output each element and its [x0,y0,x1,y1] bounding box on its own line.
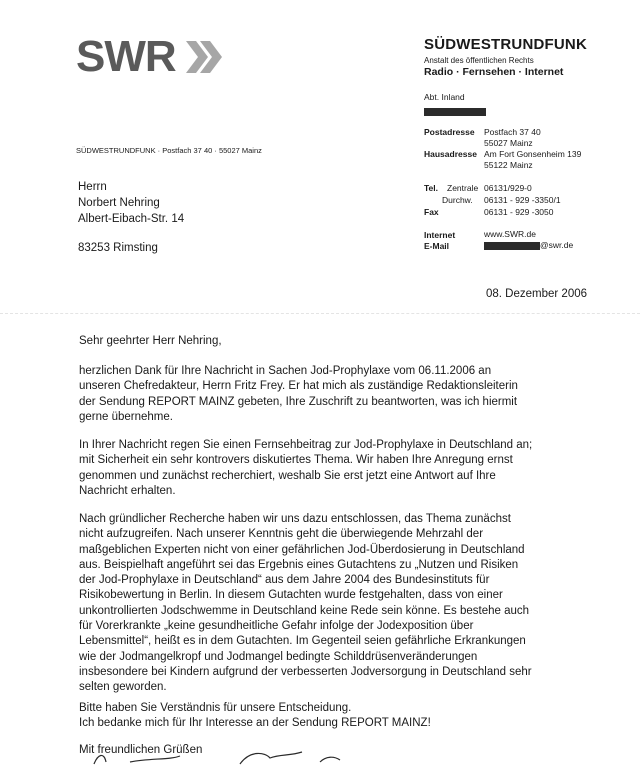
paragraph-1 [79,364,549,425]
text-line: herzlichen Dank für Ihre Nachricht in Sachen Jod-Prophylaxe vom 06.11.2006 an [79,365,492,377]
fax-number: 06131 - 929 -3050 [484,207,554,217]
text-line: insbesondere bei Kindern aufgrund der verbesserten Jodversorgung in Deutschland sehr [79,665,532,678]
hausadresse-line2: 55122 Mainz [484,160,533,170]
text-line: der Sendung REPORT MAINZ gebeten, Ihre Zuschrift zu beantworten, was ich hiermit [79,395,518,408]
recipient-street: Albert-Eibach-Str. 14 [78,213,185,225]
text-line: Nachricht erhalten. [79,484,176,497]
text-line: unkontrollierten Jodschwemme in Deutschland keine Rede sein könne. Es bestehe auch [79,604,530,617]
fax-label: Fax [424,207,439,217]
postadresse-line1: Postfach 37 40 [484,127,541,137]
sender-line: SÜDWESTRUNDFUNK · Postfach 37 40 · 55027 Mainz [76,146,262,155]
redacted-name [424,103,486,121]
email-redaction [484,242,540,250]
closing: Mit freundlichen Grüßen [79,744,203,756]
recipient-city: 83253 Rimsting [78,242,158,254]
text-line: der Jod-Prophylaxe in Deutschland“ aus dem Jahre 2004 des Bundesinstituts für [79,574,490,587]
letter-date: 08. Dezember 2006 [486,288,588,300]
text-line: gerne übernehme. [79,410,173,423]
text-line: Risikobewertung in Berlin. In diesem Gutachten wurde festgehalten, dass von einer [79,589,503,602]
text-line: nicht aufzugreifen. Nach unserer Kenntnis geht die überwiegende Mehrzahl der [79,528,484,541]
tel-zentrale: 06131/929-0 [484,183,532,193]
email-label: E-Mail [424,241,450,251]
org-subtitle: Anstalt des öffentlichen Rechts [424,56,534,65]
text-line: mit Sicherheit ein sehr kontrovers diskutiertes Thema. Wir haben Ihre Anregung ernst [79,454,513,467]
recipient-name: Norbert Nehring [78,197,160,209]
fold-line [0,313,640,314]
department: Abt. Inland [424,92,465,102]
tel-durchw: 06131 - 929 -3350/1 [484,195,561,205]
text-line: unseren Chefredakteur, Herrn Fritz Frey. Er hat mich als zuständige Redaktionsleiterin [79,380,518,393]
org-name: SÜDWESTRUNDFUNK [424,36,587,53]
logo-text: SWR [76,32,176,81]
paragraph-2 [79,438,549,499]
hausadresse-label: Hausadresse [424,149,477,159]
recipient-salutation: Herrn [78,181,107,193]
text-line: wie der Jodmangelkropf und Jodmangel bedingte Schilddrüsenveränderungen [79,650,478,663]
text-line: maßgeblichen Experten nicht von einer gefährlichen Jod-Überdosierung in Deutschland [79,543,525,556]
text-line: In Ihrer Nachricht regen Sie einen Fernsehbeitrag zur Jod-Prophylaxe in Deutschland an; [79,439,533,451]
hausadresse-line1: Am Fort Gonsenheim 139 [484,149,582,159]
swr-logo [76,32,224,82]
text-line: genommen und zunächst recherchiert, weshalb Sie erst jetzt eine Antwort auf Ihre [79,469,496,482]
signature [90,748,350,766]
email-address: @swr.de [484,240,573,250]
tel-durchw-label: Durchw. [442,195,473,205]
postadresse-line2: 55027 Mainz [484,138,533,148]
text-line: für Vorerkrankte „keine gesundheitliche Gefahr infolge der Jodexposition über [79,620,474,633]
paragraph-4 [79,701,549,732]
tel-label: Tel. [424,183,439,193]
paragraph-3 [79,512,549,696]
double-chevron-right-icon [184,39,224,75]
tel-zentrale-label: Zentrale [447,183,479,193]
text-line: selten geworden. [79,681,167,694]
text-line: Nach gründlicher Recherche haben wir uns dazu entschlossen, das Thema zunächst [79,513,511,525]
internet-label: Internet [424,230,456,240]
internet-url: www.SWR.de [484,229,536,239]
text-line: Bitte haben Sie Verständnis für unsere Entscheidung. [79,702,352,714]
org-media: Radio · Fernsehen · Internet [424,66,564,78]
text-line: aus. Beispielhaft angeführt sei das Ergebnis eines Gutachtens zu „Nutzen und Risiken [79,558,519,571]
text-line: Ich bedanke mich für Ihr Interesse an der Sendung REPORT MAINZ! [79,717,431,730]
postadresse-label: Postadresse [424,127,475,137]
text-line: Lebensmittel“, heißt es in dem Gutachten. Im Gegenteil seien gefährliche Erkrankungen [79,635,526,648]
salutation: Sehr geehrter Herr Nehring, [79,335,222,347]
